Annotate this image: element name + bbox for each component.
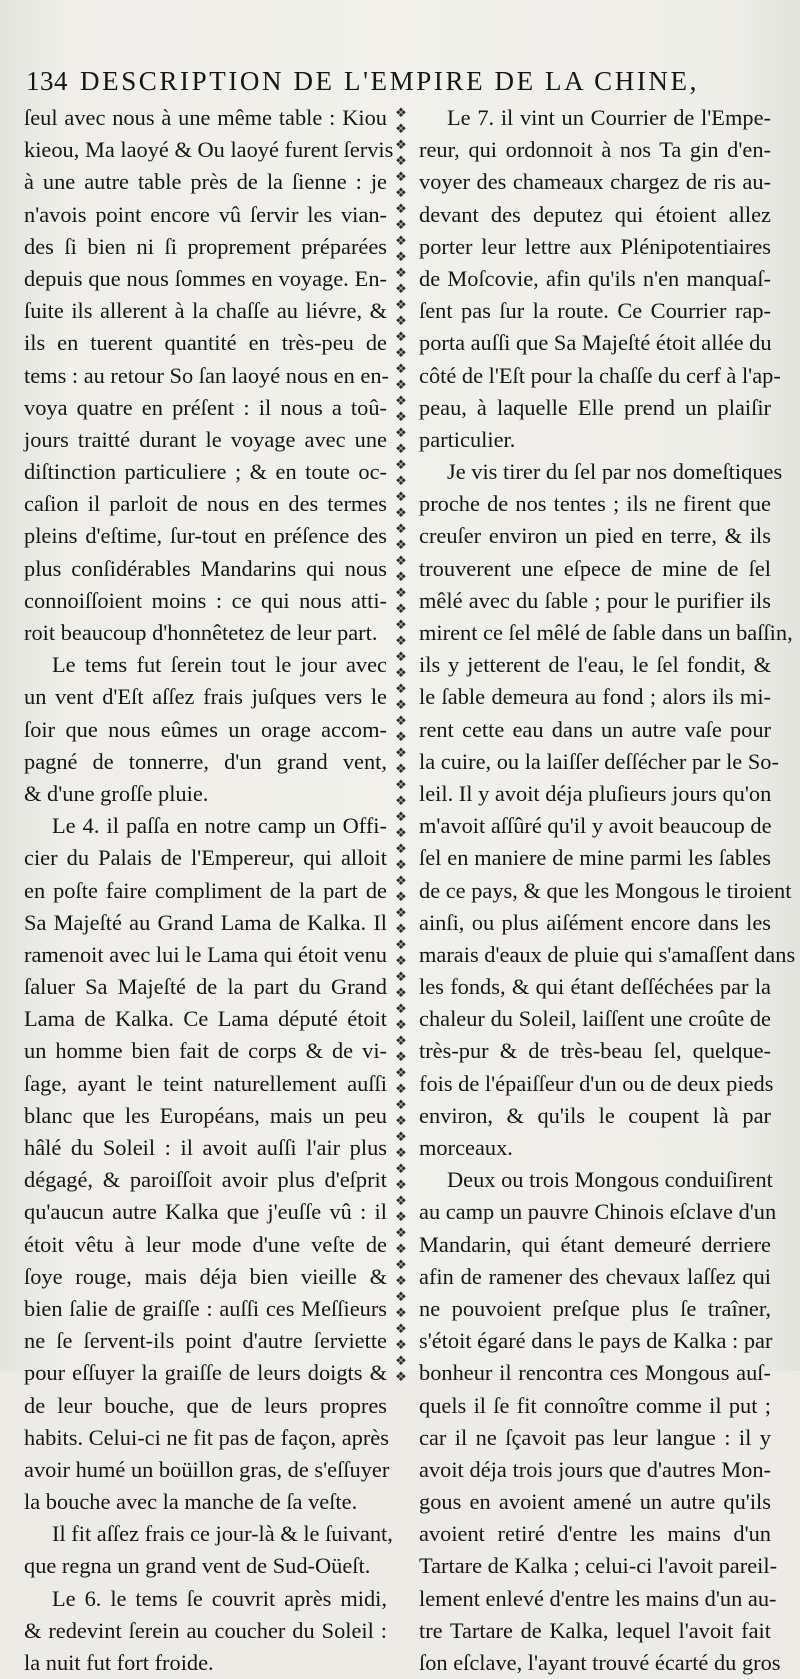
text-line: ſaluer Sa Majeſté de la part du Grand (24, 974, 387, 1000)
text-line: ils en tuerent quantité en très-peu de (24, 330, 387, 356)
text-line: des ſi bien ni ſi proprement préparées (24, 233, 387, 259)
text-line: Deux ou trois Mongous conduiſirent (447, 1167, 773, 1193)
text-line: Sa Majeſté au Grand Lama de Kalka. Il (24, 909, 387, 935)
text-line: très-pur & de très-beau ſel, quelque- (419, 1038, 771, 1064)
text-line: creuſer environ un pied en terre, & ils (419, 523, 771, 549)
text-line: hâlé du Soleil : il avoit auſſi l'air plus (24, 1135, 387, 1160)
text-line: trouverent une eſpece de mine de ſel (419, 555, 771, 581)
text-line: la nuit fut fort froide. (24, 1650, 214, 1675)
text-line: n'avois point encore vû ſervir les vian- (24, 201, 387, 227)
text-line: ſent pas ſur la route. Ce Courrier rap- (419, 298, 771, 324)
text-line: quels il ſe fit connoître comme il put ; (419, 1392, 771, 1418)
text-line: Je vis tirer du ſel par nos domeſtiques (447, 459, 783, 485)
text-line: Tartare de Kalka ; celui-ci l'avoit pareil- (419, 1553, 778, 1579)
text-line: Il fit aſſez frais ce jour-là & le ſuivant, (52, 1521, 393, 1547)
text-line: fois de l'épaiſſeur d'un ou de deux pieds (419, 1070, 774, 1096)
text-line: les fonds, & qui étant deſſéchées par la (419, 974, 771, 1000)
running-title: DESCRIPTION DE L'EMPIRE DE LA CHINE, (80, 66, 699, 96)
text-line: particulier. (419, 426, 516, 452)
left-column (24, 102, 394, 1679)
text-line: côté de l'Eſt pour la chaſſe du cerf à l'ap- (419, 362, 781, 388)
text-line: un homme bien fait de corps & de vi- (24, 1038, 387, 1064)
text-line: blanc que les Européans, mais un peu (24, 1102, 387, 1128)
text-line: porter leur lettre aux Plénipotentiaires (419, 233, 771, 259)
page-number: 134 (26, 66, 68, 96)
running-header (26, 66, 786, 102)
text-line: caſion il parloit de nous en des termes (24, 491, 387, 517)
text-line: dégagé, & paroiſſoit avoir plus d'eſprit (24, 1167, 387, 1193)
text-line: la cuire, ou la laiſſer deſſécher par le So- (419, 748, 779, 774)
text-line: habits. Celui-ci ne fit pas de façon, après (24, 1424, 389, 1450)
text-line: Mandarin, qui étant demeuré derriere (419, 1231, 771, 1257)
text-line: qu'aucun autre Kalka que j'euſſe vû : il (24, 1199, 387, 1225)
text-line: cier du Palais de l'Empereur, qui alloit (24, 845, 387, 871)
text-line: connoiſſoient moins : ce qui nous atti- (24, 587, 387, 613)
text-line: diſtinction particuliere ; & en toute oc- (24, 459, 387, 485)
text-line: & redevint ſerein au coucher du Soleil : (24, 1617, 387, 1643)
text-line: de ce pays, & que les Mongous le tiroient (419, 877, 792, 903)
text-line: morceaux. (419, 1135, 513, 1160)
text-line: de Moſcovie, afin qu'ils n'en manquaſ- (419, 265, 771, 291)
text-line: Le 6. le tems ſe couvrit après midi, (52, 1585, 387, 1611)
text-line: environ, & qu'ils le coupent là par (419, 1102, 771, 1128)
text-line: en poſte faire compliment de la part de (24, 877, 387, 903)
text-line: Le tems fut ſerein tout le jour avec (52, 652, 387, 678)
text-line: avoit déja trois jours que d'autres Mon- (419, 1456, 771, 1482)
text-line: étoit vêtu à leur mode d'une veſte de (24, 1231, 387, 1257)
text-line: plus conſidérables Mandarins qui nous (24, 555, 387, 581)
right-column (419, 102, 796, 1679)
text-line: ſon eſclave, l'ayant trouvé écarté du gros (419, 1650, 781, 1675)
text-line: ſoir que nous eûmes un orage accom- (24, 716, 387, 742)
text-line: ils y jetterent de l'eau, le ſel fondit, & (419, 652, 771, 678)
text-line: kieou, Ma laoyé & Ou laoyé furent ſervis (24, 137, 394, 163)
text-line: proche de nos tentes ; ils ne firent que (419, 491, 771, 517)
text-line: leil. Il y avoit déja pluſieurs jours qu'on (419, 780, 772, 806)
text-line: bonheur il rencontra ces Mongous auſ- (419, 1360, 771, 1386)
text-line: roit beaucoup d'honnêtetez de leur part. (24, 620, 378, 645)
text-line: ſeul avec nous à une même table : Kiou (24, 105, 387, 130)
text-line: au camp un pauvre Chinois eſclave d'un (419, 1199, 777, 1225)
text-line: mêlé avec du ſable ; pour le purifier ils (419, 587, 771, 613)
text-line: ſoye rouge, mais déja bien vieille & (24, 1263, 387, 1289)
text-line: ſel en maniere de mine parmi les ſables (419, 845, 771, 871)
text-line: à une autre table près de la ſienne : je (24, 169, 387, 195)
text-line: le ſable demeura au fond ; alors ils mi- (419, 684, 771, 710)
text-line: Lama de Kalka. Ce Lama député étoit (24, 1006, 387, 1032)
text-line: avoir humé un boüillon gras, de s'eſſuyer (24, 1456, 390, 1482)
text-line: un vent d'Eſt aſſez frais juſques vers le (24, 684, 387, 710)
text-line: marais d'eaux de pluie qui s'amaſſent dans (419, 941, 796, 967)
text-line: mirent ce ſel mêlé de ſable dans un baſſin, (419, 620, 793, 645)
text-line: tre Tartare de Kalka, lequel l'avoit fait (419, 1617, 771, 1643)
text-line: gous en avoient amené un autre qu'ils (419, 1489, 771, 1515)
ornament-glyphs: ❖ ❖ ❖ ❖ ❖ ❖ ❖ ❖ ❖ ❖ ❖ ❖ ❖ ❖ ❖ ❖ ❖ ❖ ❖ ❖ ❖ ❖ ❖ ❖ ❖ ❖ ❖ ❖ ❖ ❖ ❖ ❖ ❖ ❖ ❖ ❖ ❖ ❖ ❖ ❖ ❖ ❖ ❖ ❖ ❖ ❖ ❖ ❖ ❖ ❖ ❖ ❖ ❖ ❖ ❖ ❖ ❖ ❖ ❖ ❖ ❖ ❖ ❖ ❖ ❖ ❖ ❖ ❖ ❖ ❖ ❖ ❖ ❖ ❖ ❖ ❖ ❖ ❖ ❖ ❖ (395, 106, 407, 1385)
text-line: & d'une groſſe pluie. (24, 780, 209, 806)
text-line: ainſi, ou plus aiſément encore dans les (419, 909, 771, 935)
text-line: voyer des chameaux chargez de ris au- (419, 169, 771, 195)
text-line: chaleur du Soleil, laiſſent une croûte de (419, 1006, 771, 1032)
text-line: depuis que nous ſommes en voyage. En- (24, 265, 387, 291)
text-line: ſuite ils allerent à la chaſſe au liévre, & (24, 298, 387, 324)
text-line: de leur bouche, que de leurs propres (24, 1392, 387, 1418)
text-line: Le 7. il vint un Courrier de l'Empe- (447, 105, 771, 130)
text-line: ſage, ayant le teint naturellement auſſi (24, 1070, 387, 1096)
text-line: pagné de tonnerre, d'un grand vent, (24, 748, 387, 774)
text-line: lement enlevé d'entre les mains d'un au- (419, 1585, 777, 1611)
text-line: ne pouvoient preſque plus ſe traîner, (419, 1295, 771, 1321)
text-line: s'étoit égaré dans le pays de Kalka : par (419, 1328, 773, 1354)
text-line: la bouche avec la manche de ſa veſte. (24, 1489, 358, 1515)
text-line: reur, qui ordonnoit à nos Ta gin d'en- (419, 137, 771, 163)
text-line: afin de ramener des chevaux laſſez qui (419, 1263, 771, 1289)
text-line: bien ſalie de graiſſe : auſſi ces Meſſieurs (24, 1295, 387, 1321)
text-line: peau, à laquelle Elle prend un plaiſir (419, 394, 771, 420)
text-line: pleins d'eſtime, ſur-tout en préſence des (24, 523, 387, 549)
text-line: jours traitté durant le voyage avec une (24, 426, 387, 452)
text-line: devant des deputez qui étoient allez (419, 201, 771, 227)
text-line: rent cette eau dans un autre vaſe pour (419, 716, 771, 742)
text-line: m'avoit aſſûré qu'il y avoit beaucoup de (419, 813, 772, 839)
text-line: avoient retiré d'entre les mains d'un (419, 1521, 771, 1547)
text-line: ne ſe ſervent-ils point d'autre ſerviette (24, 1328, 387, 1354)
text-line: voya quatre en préſent : il nous a toû- (24, 394, 387, 420)
text-line: ramenoit avec lui le Lama qui étoit venu (24, 941, 387, 967)
column-rule-ornament (393, 106, 409, 1385)
text-line: pour eſſuyer la graiſſe de leurs doigts & (24, 1360, 387, 1386)
text-line: tems : au retour So ſan laoyé nous en en- (24, 362, 389, 388)
text-line: porta auſſi que Sa Majeſté étoit allée du (419, 330, 772, 356)
text-line: car il ne ſçavoit pas leur langue : il y (419, 1424, 771, 1450)
text-line: Le 4. il paſſa en notre camp un Offi- (52, 813, 387, 839)
text-line: que regna un grand vent de Sud-Oüeſt. (24, 1553, 371, 1579)
